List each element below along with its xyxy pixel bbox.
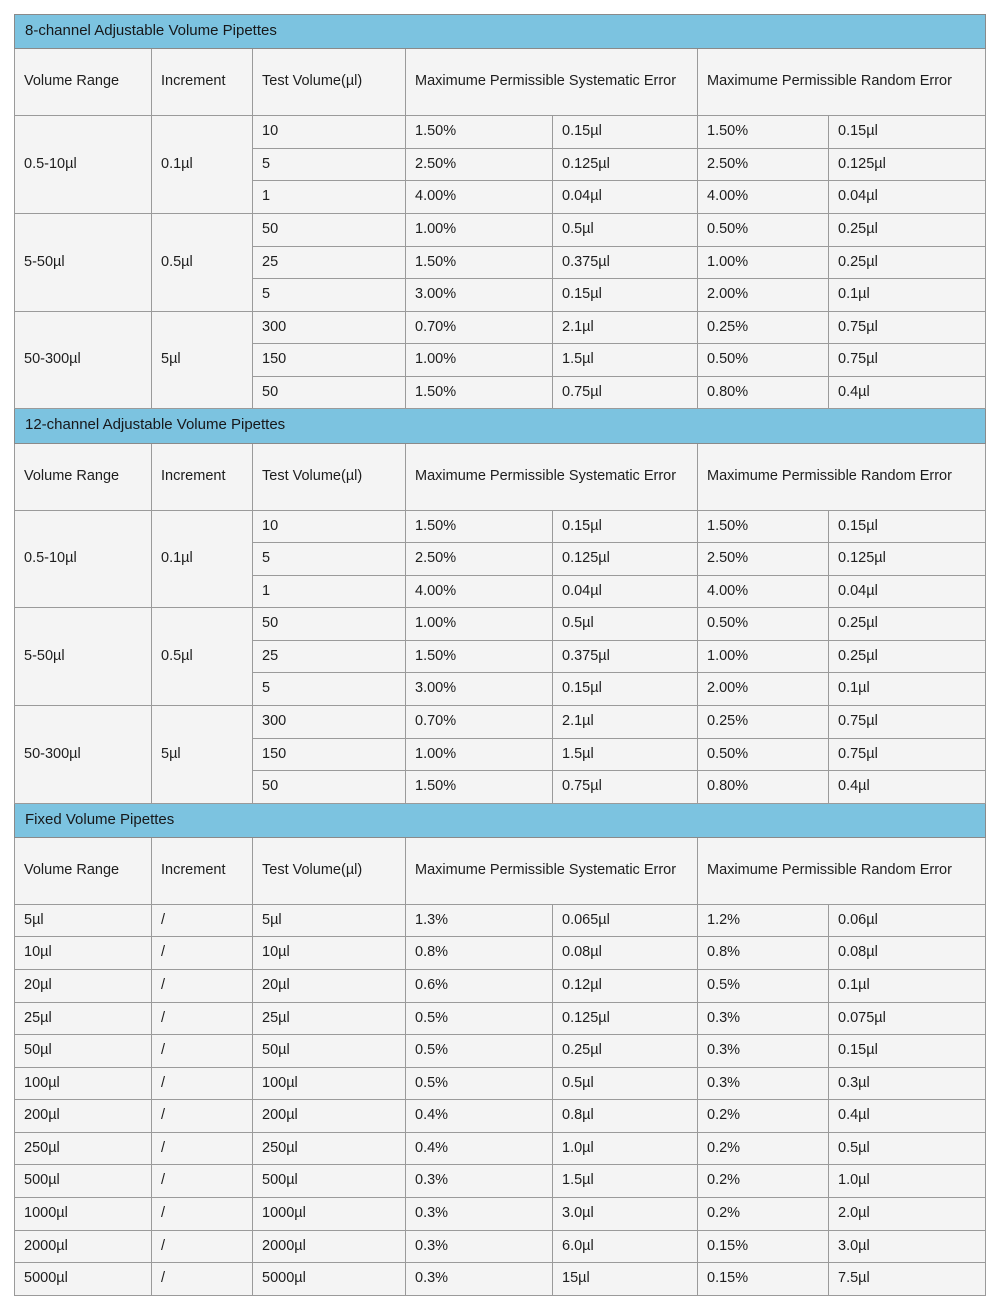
- cell-random-percent: 0.50%: [698, 608, 829, 641]
- cell-volume-range: 5-50µl: [15, 213, 152, 311]
- column-header-increment: Increment: [152, 837, 253, 904]
- table-row: [15, 311, 986, 344]
- section-title-row: [15, 15, 986, 49]
- table-row: [15, 1132, 986, 1165]
- cell-systematic-percent: 0.3%: [406, 1165, 553, 1198]
- table-row: [15, 116, 986, 149]
- cell-test-volume: 50: [253, 771, 406, 804]
- table-row: [15, 1230, 986, 1263]
- cell-volume-range: 200µl: [15, 1100, 152, 1133]
- column-header-row: [15, 837, 986, 904]
- cell-random-absolute: 1.0µl: [829, 1165, 986, 1198]
- column-header-increment: Increment: [152, 49, 253, 116]
- table-row: [15, 1263, 986, 1296]
- table-row: [15, 510, 986, 543]
- cell-test-volume: 150: [253, 738, 406, 771]
- cell-random-percent: 1.00%: [698, 246, 829, 279]
- cell-random-percent: 0.50%: [698, 213, 829, 246]
- cell-increment: /: [152, 970, 253, 1003]
- cell-random-absolute: 0.75µl: [829, 705, 986, 738]
- cell-increment: /: [152, 1165, 253, 1198]
- cell-systematic-percent: 1.00%: [406, 213, 553, 246]
- cell-increment: /: [152, 1197, 253, 1230]
- cell-random-percent: 0.2%: [698, 1197, 829, 1230]
- cell-volume-range: 100µl: [15, 1067, 152, 1100]
- cell-increment: 5µl: [152, 311, 253, 409]
- cell-random-absolute: 0.06µl: [829, 904, 986, 937]
- cell-volume-range: 5µl: [15, 904, 152, 937]
- cell-systematic-absolute: 3.0µl: [553, 1197, 698, 1230]
- cell-random-absolute: 0.3µl: [829, 1067, 986, 1100]
- cell-volume-range: 20µl: [15, 970, 152, 1003]
- cell-random-absolute: 0.75µl: [829, 344, 986, 377]
- cell-systematic-absolute: 0.5µl: [553, 608, 698, 641]
- cell-systematic-percent: 1.3%: [406, 904, 553, 937]
- cell-systematic-percent: 1.50%: [406, 771, 553, 804]
- cell-volume-range: 10µl: [15, 937, 152, 970]
- cell-increment: 5µl: [152, 705, 253, 803]
- cell-random-absolute: 0.25µl: [829, 213, 986, 246]
- cell-test-volume: 25: [253, 640, 406, 673]
- cell-systematic-percent: 0.3%: [406, 1230, 553, 1263]
- cell-test-volume: 300: [253, 311, 406, 344]
- cell-random-absolute: 0.125µl: [829, 148, 986, 181]
- cell-systematic-percent: 2.50%: [406, 543, 553, 576]
- cell-test-volume: 150: [253, 344, 406, 377]
- cell-increment: /: [152, 1002, 253, 1035]
- cell-random-absolute: 0.04µl: [829, 575, 986, 608]
- cell-test-volume: 500µl: [253, 1165, 406, 1198]
- cell-random-percent: 1.50%: [698, 510, 829, 543]
- cell-systematic-percent: 4.00%: [406, 575, 553, 608]
- cell-increment: /: [152, 1263, 253, 1296]
- cell-systematic-absolute: 1.5µl: [553, 1165, 698, 1198]
- cell-random-percent: 2.00%: [698, 279, 829, 312]
- cell-systematic-percent: 1.00%: [406, 344, 553, 377]
- cell-systematic-absolute: 0.15µl: [553, 673, 698, 706]
- cell-random-percent: 4.00%: [698, 575, 829, 608]
- cell-random-absolute: 0.125µl: [829, 543, 986, 576]
- column-header-systematic-error: Maximume Permissible Systematic Error: [406, 49, 698, 116]
- column-header-volume-range: Volume Range: [15, 49, 152, 116]
- cell-systematic-absolute: 0.15µl: [553, 510, 698, 543]
- cell-random-percent: 2.50%: [698, 148, 829, 181]
- cell-random-absolute: 0.08µl: [829, 937, 986, 970]
- column-header-test-volume: Test Volume(µl): [253, 837, 406, 904]
- cell-systematic-absolute: 0.15µl: [553, 116, 698, 149]
- cell-systematic-percent: 0.6%: [406, 970, 553, 1003]
- cell-increment: 0.5µl: [152, 213, 253, 311]
- cell-increment: 0.1µl: [152, 116, 253, 214]
- table-row: [15, 608, 986, 641]
- cell-systematic-absolute: 0.125µl: [553, 148, 698, 181]
- cell-random-percent: 0.3%: [698, 1035, 829, 1068]
- cell-random-percent: 0.15%: [698, 1263, 829, 1296]
- cell-random-absolute: 0.15µl: [829, 116, 986, 149]
- table-row: [15, 1035, 986, 1068]
- cell-random-percent: 0.5%: [698, 970, 829, 1003]
- cell-random-percent: 2.00%: [698, 673, 829, 706]
- cell-random-absolute: 0.25µl: [829, 246, 986, 279]
- cell-random-absolute: 0.75µl: [829, 311, 986, 344]
- cell-random-percent: 1.2%: [698, 904, 829, 937]
- cell-test-volume: 1: [253, 181, 406, 214]
- cell-test-volume: 5: [253, 279, 406, 312]
- cell-systematic-percent: 4.00%: [406, 181, 553, 214]
- cell-test-volume: 10: [253, 510, 406, 543]
- cell-systematic-absolute: 0.375µl: [553, 640, 698, 673]
- section-title: 12-channel Adjustable Volume Pipettes: [15, 409, 986, 443]
- cell-systematic-percent: 1.00%: [406, 738, 553, 771]
- cell-random-absolute: 0.1µl: [829, 673, 986, 706]
- cell-systematic-percent: 1.50%: [406, 376, 553, 409]
- cell-test-volume: 300: [253, 705, 406, 738]
- cell-volume-range: 50-300µl: [15, 311, 152, 409]
- cell-random-percent: 0.80%: [698, 376, 829, 409]
- cell-systematic-absolute: 0.25µl: [553, 1035, 698, 1068]
- cell-systematic-absolute: 1.5µl: [553, 344, 698, 377]
- cell-systematic-absolute: 0.125µl: [553, 543, 698, 576]
- cell-systematic-percent: 0.5%: [406, 1002, 553, 1035]
- section-title-row: [15, 409, 986, 443]
- table-row: [15, 1067, 986, 1100]
- cell-random-absolute: 0.75µl: [829, 738, 986, 771]
- cell-test-volume: 50: [253, 608, 406, 641]
- table-row: [15, 1197, 986, 1230]
- cell-volume-range: 50-300µl: [15, 705, 152, 803]
- cell-increment: /: [152, 1132, 253, 1165]
- cell-random-absolute: 0.4µl: [829, 376, 986, 409]
- cell-test-volume: 20µl: [253, 970, 406, 1003]
- cell-test-volume: 5: [253, 673, 406, 706]
- cell-systematic-percent: 2.50%: [406, 148, 553, 181]
- cell-random-percent: 0.3%: [698, 1002, 829, 1035]
- column-header-increment: Increment: [152, 443, 253, 510]
- column-header-systematic-error: Maximume Permissible Systematic Error: [406, 443, 698, 510]
- cell-systematic-absolute: 0.375µl: [553, 246, 698, 279]
- cell-random-absolute: 0.4µl: [829, 1100, 986, 1133]
- cell-test-volume: 100µl: [253, 1067, 406, 1100]
- cell-test-volume: 50µl: [253, 1035, 406, 1068]
- section-title-row: [15, 803, 986, 837]
- cell-random-absolute: 0.1µl: [829, 279, 986, 312]
- cell-volume-range: 500µl: [15, 1165, 152, 1198]
- table-row: [15, 1002, 986, 1035]
- cell-increment: 0.5µl: [152, 608, 253, 706]
- column-header-systematic-error: Maximume Permissible Systematic Error: [406, 837, 698, 904]
- cell-increment: /: [152, 1067, 253, 1100]
- cell-random-absolute: 0.25µl: [829, 640, 986, 673]
- cell-random-percent: 0.80%: [698, 771, 829, 804]
- cell-systematic-absolute: 0.12µl: [553, 970, 698, 1003]
- cell-systematic-absolute: 0.08µl: [553, 937, 698, 970]
- cell-systematic-absolute: 0.04µl: [553, 181, 698, 214]
- cell-systematic-percent: 0.3%: [406, 1263, 553, 1296]
- cell-systematic-percent: 0.3%: [406, 1197, 553, 1230]
- cell-random-percent: 0.2%: [698, 1100, 829, 1133]
- cell-systematic-percent: 0.5%: [406, 1067, 553, 1100]
- cell-random-absolute: 0.15µl: [829, 1035, 986, 1068]
- cell-volume-range: 1000µl: [15, 1197, 152, 1230]
- cell-test-volume: 5: [253, 543, 406, 576]
- cell-random-percent: 0.50%: [698, 344, 829, 377]
- cell-systematic-absolute: 0.5µl: [553, 1067, 698, 1100]
- cell-test-volume: 2000µl: [253, 1230, 406, 1263]
- cell-volume-range: 25µl: [15, 1002, 152, 1035]
- cell-random-absolute: 0.15µl: [829, 510, 986, 543]
- cell-increment: /: [152, 937, 253, 970]
- cell-systematic-percent: 1.50%: [406, 510, 553, 543]
- cell-systematic-absolute: 1.5µl: [553, 738, 698, 771]
- table-body: [15, 15, 986, 1296]
- cell-test-volume: 5µl: [253, 904, 406, 937]
- column-header-random-error: Maximume Permissible Random Error: [698, 49, 986, 116]
- column-header-row: [15, 443, 986, 510]
- cell-random-absolute: 0.4µl: [829, 771, 986, 804]
- cell-systematic-absolute: 0.125µl: [553, 1002, 698, 1035]
- table-row: [15, 970, 986, 1003]
- table-row: [15, 705, 986, 738]
- cell-random-absolute: 0.5µl: [829, 1132, 986, 1165]
- pipette-specification-table: [14, 14, 986, 1296]
- cell-volume-range: 5-50µl: [15, 608, 152, 706]
- table-row: [15, 1165, 986, 1198]
- cell-systematic-percent: 0.8%: [406, 937, 553, 970]
- section-title: 8-channel Adjustable Volume Pipettes: [15, 15, 986, 49]
- cell-increment: /: [152, 904, 253, 937]
- cell-test-volume: 1000µl: [253, 1197, 406, 1230]
- cell-test-volume: 25µl: [253, 1002, 406, 1035]
- cell-random-percent: 0.50%: [698, 738, 829, 771]
- cell-random-percent: 4.00%: [698, 181, 829, 214]
- table-row: [15, 213, 986, 246]
- cell-random-percent: 0.3%: [698, 1067, 829, 1100]
- cell-random-absolute: 0.1µl: [829, 970, 986, 1003]
- cell-random-percent: 0.8%: [698, 937, 829, 970]
- cell-test-volume: 10: [253, 116, 406, 149]
- cell-test-volume: 50: [253, 376, 406, 409]
- cell-systematic-percent: 0.70%: [406, 311, 553, 344]
- cell-random-absolute: 0.075µl: [829, 1002, 986, 1035]
- cell-volume-range: 0.5-10µl: [15, 116, 152, 214]
- cell-systematic-percent: 1.00%: [406, 608, 553, 641]
- cell-random-percent: 0.15%: [698, 1230, 829, 1263]
- column-header-random-error: Maximume Permissible Random Error: [698, 443, 986, 510]
- table-row: [15, 904, 986, 937]
- cell-systematic-absolute: 0.065µl: [553, 904, 698, 937]
- column-header-volume-range: Volume Range: [15, 837, 152, 904]
- cell-test-volume: 10µl: [253, 937, 406, 970]
- cell-volume-range: 5000µl: [15, 1263, 152, 1296]
- cell-random-percent: 0.2%: [698, 1165, 829, 1198]
- column-header-random-error: Maximume Permissible Random Error: [698, 837, 986, 904]
- cell-random-absolute: 0.04µl: [829, 181, 986, 214]
- cell-systematic-percent: 0.4%: [406, 1132, 553, 1165]
- table-row: [15, 937, 986, 970]
- cell-systematic-absolute: 0.5µl: [553, 213, 698, 246]
- cell-systematic-percent: 0.70%: [406, 705, 553, 738]
- cell-volume-range: 2000µl: [15, 1230, 152, 1263]
- cell-systematic-percent: 1.50%: [406, 640, 553, 673]
- cell-systematic-absolute: 6.0µl: [553, 1230, 698, 1263]
- cell-random-absolute: 3.0µl: [829, 1230, 986, 1263]
- cell-random-percent: 0.25%: [698, 705, 829, 738]
- cell-increment: /: [152, 1230, 253, 1263]
- section-title: Fixed Volume Pipettes: [15, 803, 986, 837]
- cell-random-percent: 0.2%: [698, 1132, 829, 1165]
- cell-increment: /: [152, 1035, 253, 1068]
- cell-systematic-percent: 3.00%: [406, 673, 553, 706]
- cell-systematic-absolute: 0.15µl: [553, 279, 698, 312]
- column-header-test-volume: Test Volume(µl): [253, 443, 406, 510]
- cell-random-absolute: 2.0µl: [829, 1197, 986, 1230]
- cell-random-percent: 2.50%: [698, 543, 829, 576]
- column-header-volume-range: Volume Range: [15, 443, 152, 510]
- cell-test-volume: 250µl: [253, 1132, 406, 1165]
- cell-random-percent: 1.50%: [698, 116, 829, 149]
- cell-volume-range: 0.5-10µl: [15, 510, 152, 608]
- cell-random-absolute: 7.5µl: [829, 1263, 986, 1296]
- cell-test-volume: 25: [253, 246, 406, 279]
- cell-volume-range: 250µl: [15, 1132, 152, 1165]
- cell-random-percent: 0.25%: [698, 311, 829, 344]
- cell-systematic-absolute: 2.1µl: [553, 311, 698, 344]
- cell-test-volume: 1: [253, 575, 406, 608]
- cell-increment: 0.1µl: [152, 510, 253, 608]
- cell-systematic-absolute: 0.04µl: [553, 575, 698, 608]
- column-header-row: [15, 49, 986, 116]
- cell-test-volume: 50: [253, 213, 406, 246]
- cell-random-percent: 1.00%: [698, 640, 829, 673]
- cell-test-volume: 5000µl: [253, 1263, 406, 1296]
- cell-systematic-absolute: 0.75µl: [553, 376, 698, 409]
- cell-systematic-absolute: 0.8µl: [553, 1100, 698, 1133]
- cell-volume-range: 50µl: [15, 1035, 152, 1068]
- column-header-test-volume: Test Volume(µl): [253, 49, 406, 116]
- cell-systematic-percent: 1.50%: [406, 116, 553, 149]
- cell-systematic-absolute: 0.75µl: [553, 771, 698, 804]
- cell-random-absolute: 0.25µl: [829, 608, 986, 641]
- cell-systematic-percent: 1.50%: [406, 246, 553, 279]
- cell-systematic-absolute: 1.0µl: [553, 1132, 698, 1165]
- cell-systematic-absolute: 2.1µl: [553, 705, 698, 738]
- cell-systematic-percent: 3.00%: [406, 279, 553, 312]
- cell-systematic-percent: 0.4%: [406, 1100, 553, 1133]
- cell-increment: /: [152, 1100, 253, 1133]
- cell-systematic-absolute: 15µl: [553, 1263, 698, 1296]
- cell-test-volume: 200µl: [253, 1100, 406, 1133]
- cell-systematic-percent: 0.5%: [406, 1035, 553, 1068]
- table-row: [15, 1100, 986, 1133]
- cell-test-volume: 5: [253, 148, 406, 181]
